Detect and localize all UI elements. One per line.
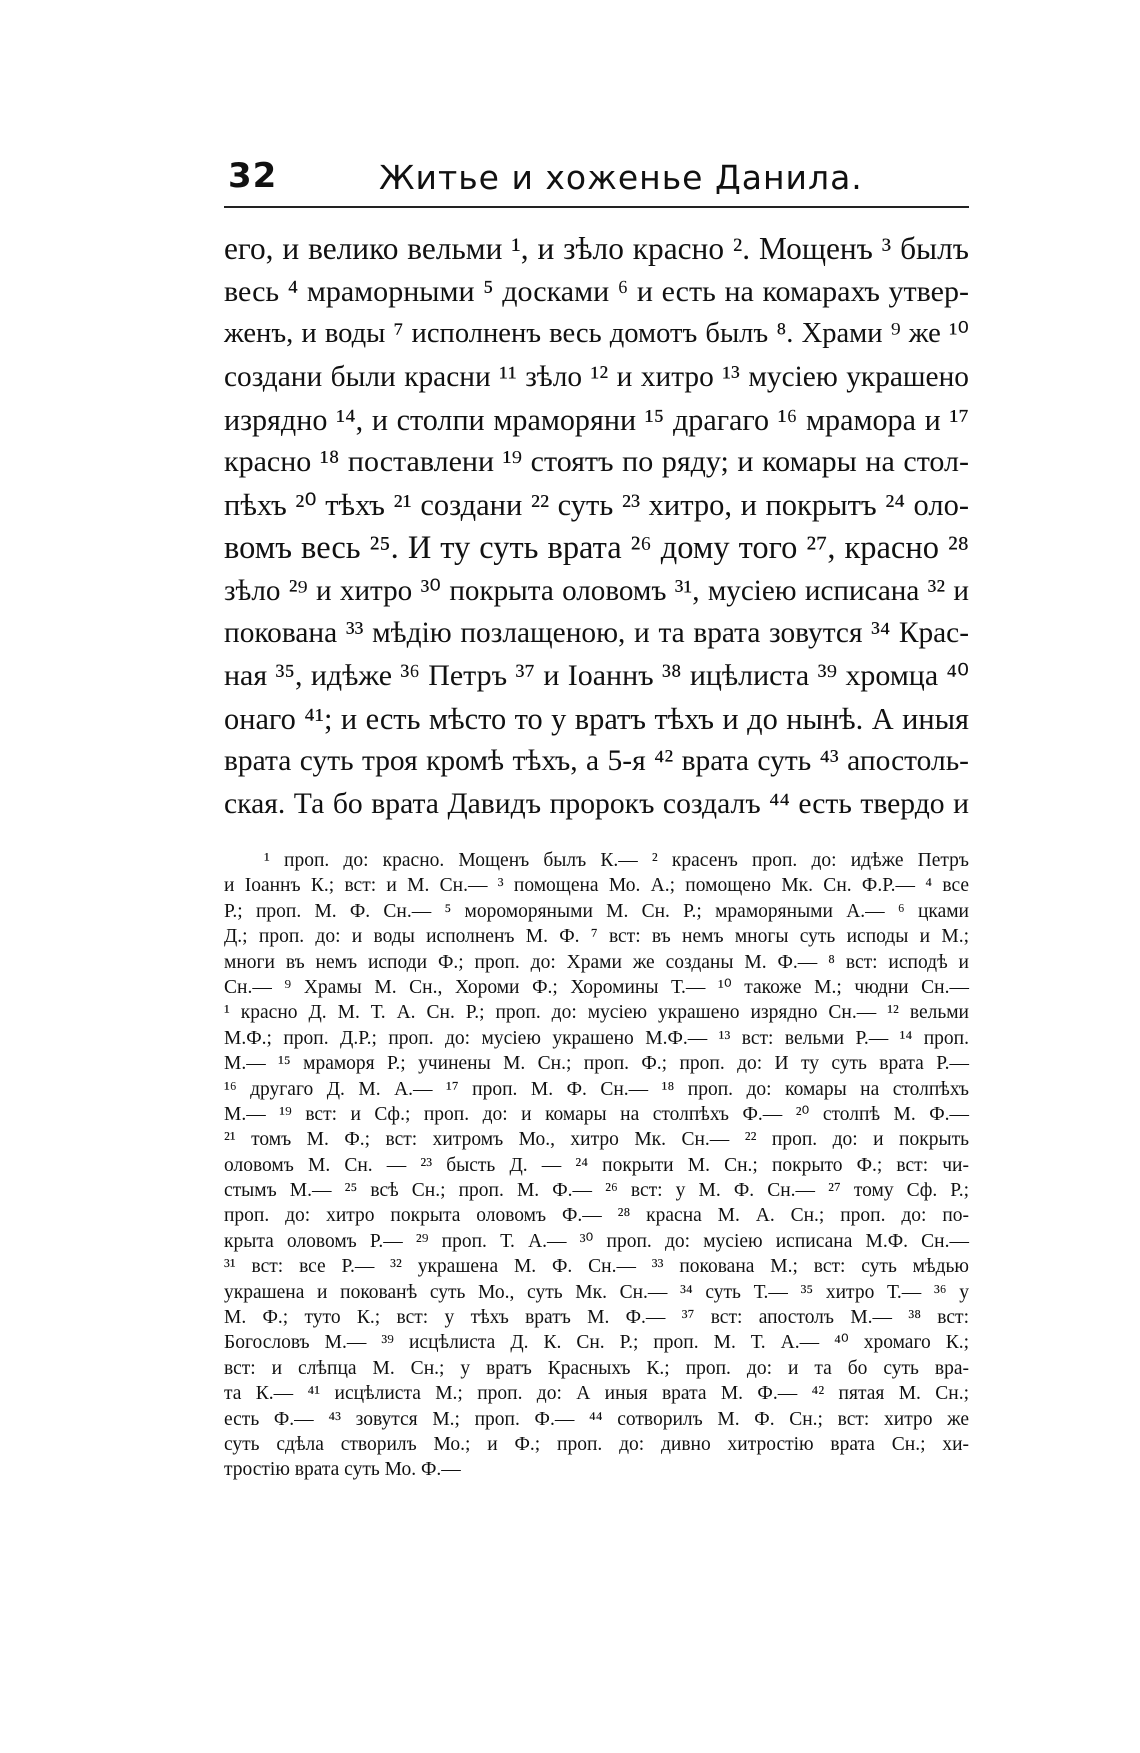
running-title: Житье и хоженье Данила. [379, 158, 863, 197]
page-header [224, 156, 969, 208]
footnote-line: ³¹ вст: все Р.— ³² украшена М. Ф. Сн.— ³³ покована М.; вст: суть мѣдью [224, 1256, 969, 1278]
footnote-line: Р.; проп. М. Ф. Сн.— ⁵ мороморяными М. Сн. Р.; мраморяными А.— ⁶ цками [224, 900, 969, 922]
text-line: ная ³⁵, идѣже ³⁶ Петръ ³⁷ и Iоаннъ ³⁸ ицѣлиста ³⁹ хромца ⁴⁰ [224, 658, 969, 692]
footnote-line: крыта оловомъ Р.— ²⁹ проп. Т. А.— ³⁰ проп. до: мусiею исписана М.Ф. Сн.— [224, 1230, 969, 1252]
page-number: 32 [228, 156, 278, 196]
footnote-line: М.Ф.; проп. Д.Р.; проп. до: мусiею украшено М.Ф.— ¹³ вст: вельми Р.— ¹⁴ проп. [224, 1027, 969, 1049]
footnote-line: ¹⁶ другаго Д. М. А.— ¹⁷ проп. М. Ф. Сн.— ¹⁸ проп. до: комары на столпѣхъ [224, 1078, 969, 1100]
footnote-line: оловомъ М. Сн. — ²³ бысть Д. — ²⁴ покрыти М. Сн.; покрыто Ф.; вст: чи- [224, 1154, 969, 1176]
footnote-line: вст: и слѣпца М. Сн.; у вратъ Красныхъ К.; проп. до: и та бо суть вра- [224, 1357, 969, 1379]
footnote-line: Богословъ М.— ³⁹ исцѣлиста Д. К. Сн. Р.; проп. М. Т. А.— ⁴⁰ хромаго К.; [224, 1332, 969, 1354]
text-line: ская. Та бо врата Давидъ пророкъ создалъ ⁴⁴ есть твердо и [224, 787, 969, 820]
footnote-line: М.— ¹⁹ вст: и Сф.; проп. до: и комары на столпѣхъ Ф.— ²⁰ столпѣ М. Ф.— [224, 1103, 969, 1125]
footnote-line: ¹ проп. до: красно. Мощенъ былъ К.— ² красенъ проп. до: идѣже Петръ [264, 850, 969, 871]
text-line: онаго ⁴¹; и есть мѣсто то у вратъ тѣхъ и до нынѣ. А иныя [224, 701, 969, 736]
footnote-line: Д.; проп. до: и воды исполненъ М. Ф. ⁷ вст: въ немъ многы суть исподы и М.; [224, 926, 969, 948]
footnote-line: ²¹ томъ М. Ф.; вст: хитромъ Мо., хитро Мк. Сн.— ²² проп. до: и покрыть [224, 1129, 969, 1151]
footnote-line: М.— ¹⁵ мраморя Р.; учинены М. Сн.; проп. Ф.; проп. до: И ту суть врата Р.— [224, 1053, 969, 1075]
footnote-line: и Iоаннъ К.; вст: и М. Сн.— ³ помощена Мо. А.; помощено Мк. Сн. Ф.Р.— ⁴ все [224, 875, 969, 897]
footnotes [224, 848, 969, 1483]
main-text [224, 228, 969, 826]
footnote-line: тростiю врата суть Мо. Ф.— [224, 1459, 461, 1481]
text-line: женъ, и воды ⁷ исполненъ весь домотъ былъ ⁸. Храми ⁹ же ¹⁰ [224, 318, 969, 350]
footnote-line: М. Ф.; туто К.; вст: у тѣхъ вратъ М. Ф.— ³⁷ вст: апостолъ М.— ³⁸ вст: [224, 1307, 969, 1329]
text-line: зѣло ²⁹ и хитро ³⁰ покрыта оловомъ ³¹, мусiею исписана ³² и [224, 574, 969, 607]
footnote-line: ¹ красно Д. М. Т. А. Сн. Р.; проп. до: мусiею украшено изрядно Сн.— ¹² вельми [224, 1002, 969, 1024]
text-line: покована ³³ мѣдiю позлащеною, и та врата зовутся ³⁴ Крас- [224, 617, 969, 650]
footnote-line: многи въ немъ исподи Ф.; проп. до: Храми же созданы М. Ф.— ⁸ вст: исподѣ и [224, 951, 969, 973]
text-line: весь ⁴ мраморными ⁵ досками ⁶ и есть на комарахъ утвер- [224, 274, 969, 308]
footnote-line: украшена и покованѣ суть Мо., суть Мк. Сн.— ³⁴ суть Т.— ³⁵ хитро Т.— ³⁶ у [224, 1281, 969, 1303]
footnote-line: Сн.— ⁹ Храмы М. Сн., Хороми Ф.; Хоромины Т.— ¹⁰ такожe М.; чюдни Сн.— [224, 976, 969, 998]
text-line: врата суть троя кромѣ тѣхъ, а 5-я ⁴² врата суть ⁴³ апостоль- [224, 745, 969, 778]
text-line: его, и велико вельми ¹, и зѣло красно ². Мощенъ ³ былъ [224, 231, 969, 266]
footnote-line: та К.— ⁴¹ исцѣлиста М.; проп. до: А иныя врата М. Ф.— ⁴² пятая М. Сн.; [224, 1383, 969, 1405]
text-line: создани были красни ¹¹ зѣло ¹² и хитро ¹³ мусiею украшено [224, 361, 969, 394]
text-line: изрядно ¹⁴, и столпи мраморяни ¹⁵ драгаго ¹⁶ мрамора и ¹⁷ [224, 402, 969, 437]
footnote-line: есть Ф.— ⁴³ зовутся М.; проп. Ф.— ⁴⁴ сотворилъ М. Ф. Сн.; вст: хитро же [224, 1408, 969, 1430]
footnote-line: суть сдѣла створилъ Мо.; и Ф.; проп. до: дивно хитростiю врата Сн.; хи- [224, 1433, 969, 1455]
footnote-line: проп. до: хитро покрыта оловомъ Ф.— ²⁸ красна М. А. Сн.; проп. до: по- [224, 1205, 969, 1227]
text-line: вомъ весь ²⁵. И ту суть врата ²⁶ дому того ²⁷, красно ²⁸ [224, 529, 969, 566]
footnote-line: стымъ М.— ²⁵ всѣ Сн.; проп. М. Ф.— ²⁶ вст: у М. Ф. Сн.— ²⁷ тому Сф. Р.; [224, 1180, 969, 1202]
text-line: пѣхъ ²⁰ тѣхъ ²¹ создани ²² суть ²³ хитро, и покрытъ ²⁴ оло- [224, 488, 969, 523]
text-line: красно ¹⁸ поставлени ¹⁹ стоятъ по ряду; и комары на стол- [224, 445, 969, 479]
